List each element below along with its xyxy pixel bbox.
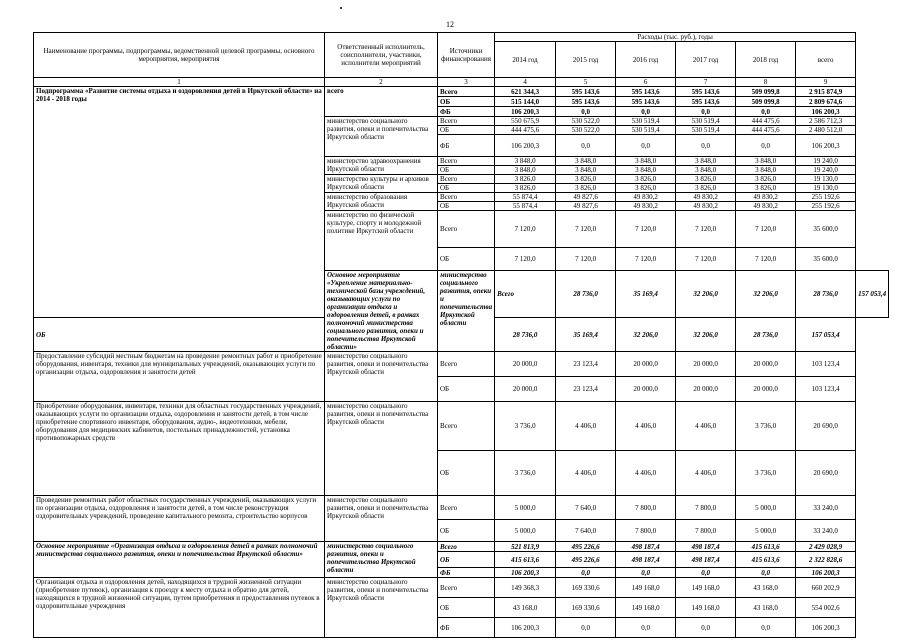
row-responsible: министерство здравоохранения Иркутской области	[325, 157, 438, 175]
row-value: 28 736,0	[736, 318, 796, 352]
row-source: Всего	[438, 117, 495, 126]
row-value: 35 169,4	[616, 271, 676, 318]
row-value: 3 736,0	[736, 451, 796, 496]
row-name: Организация отдыха и оздоровления детей, находящихся в трудной жизненной ситуации (приобретение путевок), организация к проезду к месту отдыха и обратно для детей, находящихся в трудной жизненной ситуации, путем приобретения и предоставления путевок в оздоровительные учреждения	[34, 578, 325, 638]
row-value: 7 640,0	[556, 520, 616, 542]
table-row	[34, 578, 889, 598]
row-value: 5 000,0	[736, 496, 796, 520]
row-value: 49 830,2	[616, 193, 676, 202]
row-value: 157 053,4	[796, 318, 856, 352]
row-source: Всего	[438, 211, 495, 248]
row-value: 35 600,0	[796, 211, 856, 248]
row-responsible: министерство социального развития, опеки и попечительства Иркутской области	[325, 117, 438, 157]
row-value: 7 120,0	[616, 211, 676, 248]
row-value: 49 830,2	[736, 193, 796, 202]
header-responsible: Ответственный исполнитель, соисполнители, участники, исполнители мероприятий	[325, 33, 438, 78]
row-value: 3 848,0	[556, 157, 616, 166]
row-value: 530 522,0	[556, 117, 616, 126]
row-name: Основное мероприятие «Укрепление материально-технической базы учреждений, оказывающих услуги по организации отдыха и оздоровления детей, в рамках полномочий министерства социального развития, опеки и попечительства Иркутской области»	[325, 271, 438, 352]
row-value: 595 143,6	[616, 97, 676, 107]
row-value: 660 202,9	[796, 578, 856, 598]
row-value: 28 736,0	[495, 318, 556, 352]
row-value: 3 736,0	[495, 451, 556, 496]
row-value: 509 099,8	[736, 97, 796, 107]
row-source: Всего	[438, 352, 495, 377]
column-number: 3	[438, 78, 495, 87]
row-value: 3 848,0	[556, 166, 616, 175]
row-value: 3 736,0	[736, 402, 796, 451]
budget-table	[33, 32, 889, 638]
row-value: 20 000,0	[676, 377, 736, 402]
row-value: 4 406,0	[616, 451, 676, 496]
row-value: 7 120,0	[556, 248, 616, 271]
row-value: 2 809 674,6	[796, 97, 856, 107]
table-row	[34, 352, 889, 377]
row-value: 444 475,6	[495, 126, 556, 135]
header-year: 2015 год	[556, 42, 616, 78]
row-source: ФБ	[438, 618, 495, 638]
row-source: Всего	[438, 87, 495, 97]
row-source: Всего	[438, 402, 495, 451]
row-value: 103 123,4	[796, 377, 856, 402]
row-value: 49 830,2	[676, 202, 736, 211]
row-responsible: министерство культуры и архивов Иркутской области	[325, 175, 438, 193]
row-value: 20 690,0	[796, 402, 856, 451]
row-value: 5 000,0	[495, 520, 556, 542]
row-value: 28 736,0	[556, 271, 616, 318]
row-value: 20 000,0	[495, 377, 556, 402]
row-value: 55 874,4	[495, 202, 556, 211]
row-value: 7 120,0	[736, 248, 796, 271]
row-value: 20 000,0	[736, 352, 796, 377]
table-row	[34, 496, 889, 520]
row-value: 521 813,9	[495, 542, 556, 552]
row-value: 595 143,6	[616, 87, 676, 97]
row-value: 530 519,4	[676, 117, 736, 126]
column-number: 9	[796, 78, 856, 87]
row-value: 169 330,6	[556, 598, 616, 618]
row-value: 498 187,4	[676, 552, 736, 568]
row-value: 55 874,4	[495, 193, 556, 202]
row-source: ОБ	[438, 552, 495, 568]
row-value: 495 226,6	[556, 542, 616, 552]
row-value: 20 000,0	[736, 377, 796, 402]
row-source: ОБ	[438, 598, 495, 618]
row-value: 0,0	[616, 568, 676, 578]
row-value: 5 000,0	[495, 496, 556, 520]
row-value: 35 169,4	[556, 318, 616, 352]
row-value: 19 130,0	[796, 184, 856, 193]
row-value: 33 240,0	[796, 496, 856, 520]
row-name: Предоставление субсидий местным бюджетам на проведение ремонтных работ и приобретение оборудования, инвентаря, техники для муниципальных учреждений, оказывающих услуги по организации отдыха, оздоровления и занятости детей	[34, 352, 325, 402]
row-value: 149 168,0	[616, 578, 676, 598]
row-value: 157 053,4	[856, 271, 889, 318]
row-source: ОБ	[438, 184, 495, 193]
column-number: 8	[736, 78, 796, 87]
row-value: 595 143,6	[676, 87, 736, 97]
row-value: 3 826,0	[556, 175, 616, 184]
column-number: 6	[616, 78, 676, 87]
row-value: 43 168,0	[495, 598, 556, 618]
row-value: 0,0	[556, 135, 616, 157]
table-row	[34, 87, 889, 97]
row-value: 149 168,0	[616, 598, 676, 618]
row-value: 2 586 712,3	[796, 117, 856, 126]
row-value: 19 240,0	[796, 166, 856, 175]
row-value: 2 480 512,0	[796, 126, 856, 135]
row-source: ФБ	[438, 107, 495, 117]
row-value: 498 187,4	[676, 542, 736, 552]
row-value: 32 206,0	[676, 271, 736, 318]
row-value: 0,0	[676, 568, 736, 578]
row-value: 0,0	[556, 618, 616, 638]
row-value: 3 848,0	[495, 166, 556, 175]
row-value: 7 800,0	[676, 520, 736, 542]
row-value: 0,0	[676, 107, 736, 117]
row-source: Всего	[438, 193, 495, 202]
row-source: ФБ	[438, 135, 495, 157]
row-name: Основное мероприятие «Организация отдыха и оздоровления детей в рамках полномочий министерства социального развития, опеки и попечительства Иркутской области»	[34, 542, 325, 578]
row-value: 2 322 828,6	[796, 552, 856, 568]
row-value: 498 187,4	[616, 542, 676, 552]
row-value: 515 144,0	[495, 97, 556, 107]
row-value: 621 344,3	[495, 87, 556, 97]
row-value: 498 187,4	[616, 552, 676, 568]
row-value: 3 848,0	[736, 166, 796, 175]
row-value: 3 848,0	[616, 157, 676, 166]
row-value: 20 000,0	[616, 352, 676, 377]
row-value: 106 200,3	[796, 107, 856, 117]
row-value: 169 330,6	[556, 578, 616, 598]
row-value: 7 800,0	[676, 496, 736, 520]
header-total: всего	[796, 42, 856, 78]
row-value: 0,0	[736, 618, 796, 638]
row-value: 0,0	[676, 618, 736, 638]
row-value: 415 613,6	[736, 542, 796, 552]
row-value: 32 206,0	[616, 318, 676, 352]
row-value: 106 200,3	[495, 135, 556, 157]
row-value: 3 826,0	[676, 184, 736, 193]
row-source: ФБ	[438, 568, 495, 578]
row-value: 49 830,2	[676, 193, 736, 202]
row-value: 49 830,2	[736, 202, 796, 211]
row-source: Всего	[438, 175, 495, 184]
row-value: 32 206,0	[736, 271, 796, 318]
row-value: 4 406,0	[616, 402, 676, 451]
column-number: 5	[556, 78, 616, 87]
row-value: 7 120,0	[495, 248, 556, 271]
row-value: 3 848,0	[676, 166, 736, 175]
header-year: 2017 год	[676, 42, 736, 78]
row-value: 0,0	[556, 568, 616, 578]
row-value: 106 200,3	[495, 568, 556, 578]
column-number: 2	[325, 78, 438, 87]
row-value: 3 826,0	[736, 175, 796, 184]
header-name: Наименование программы, подпрограммы, ведомственной целевой программы, основного мероприятия, мероприятия	[34, 33, 325, 78]
row-responsible: министерство образования Иркутской области	[325, 193, 438, 211]
column-number: 4	[495, 78, 556, 87]
row-responsible: всего	[325, 87, 438, 117]
row-value: 3 826,0	[556, 184, 616, 193]
row-value: 7 120,0	[556, 211, 616, 248]
row-value: 0,0	[736, 135, 796, 157]
row-source: ОБ	[438, 248, 495, 271]
row-value: 20 000,0	[676, 352, 736, 377]
row-value: 4 406,0	[556, 402, 616, 451]
row-value: 7 120,0	[676, 248, 736, 271]
row-value: 530 519,4	[676, 126, 736, 135]
row-value: 3 848,0	[736, 157, 796, 166]
row-responsible: министерство социального развития, опеки и попечительства Иркутской области	[325, 578, 438, 638]
row-value: 3 826,0	[616, 184, 676, 193]
row-value: 595 143,6	[676, 97, 736, 107]
row-value: 106 200,3	[796, 135, 856, 157]
row-responsible: министерство социального развития, опеки и попечительства Иркутской области	[438, 271, 495, 352]
row-value: 0,0	[736, 107, 796, 117]
row-value: 495 226,6	[556, 552, 616, 568]
row-value: 3 848,0	[616, 166, 676, 175]
row-value: 49 830,2	[616, 202, 676, 211]
row-value: 5 000,0	[736, 520, 796, 542]
row-value: 7 120,0	[736, 211, 796, 248]
row-value: 444 475,6	[736, 126, 796, 135]
row-value: 3 826,0	[495, 175, 556, 184]
row-value: 3 736,0	[495, 402, 556, 451]
row-name: Подпрограмма «Развитие системы отдыха и оздоровления детей в Иркутской области» на 2014 - 2018 годы	[34, 87, 325, 318]
row-value: 43 168,0	[736, 578, 796, 598]
row-source: ОБ	[34, 318, 325, 352]
row-value: 415 613,6	[736, 552, 796, 568]
row-source: Всего	[438, 578, 495, 598]
row-source: Всего	[438, 542, 495, 552]
row-value: 106 200,3	[495, 618, 556, 638]
row-value: 4 406,0	[676, 451, 736, 496]
table-row	[34, 402, 889, 451]
row-value: 530 519,4	[616, 117, 676, 126]
row-value: 3 826,0	[495, 184, 556, 193]
row-name: Приобретение оборудования, инвентаря, техники для областных государственных учреждений, оказывающих услуги по организации отдыха, оздоровления и занятости детей, в том числе приобретение спортивного инвентаря, оборудования, аудио-, видеотехники, мебели, оборудования для медицинских кабинетов, постельных принадлежностей, установка противопожарных средств	[34, 402, 325, 496]
row-value: 19 130,0	[796, 175, 856, 184]
row-value: 33 240,0	[796, 520, 856, 542]
row-value: 3 826,0	[736, 184, 796, 193]
row-value: 7 640,0	[556, 496, 616, 520]
row-source: Всего	[438, 496, 495, 520]
row-value: 3 826,0	[676, 175, 736, 184]
row-value: 20 000,0	[495, 352, 556, 377]
row-value: 530 522,0	[556, 126, 616, 135]
row-value: 4 406,0	[676, 402, 736, 451]
row-value: 0,0	[736, 568, 796, 578]
row-source: Всего	[438, 157, 495, 166]
row-value: 0,0	[616, 618, 676, 638]
row-source: ОБ	[438, 451, 495, 496]
row-value: 595 143,6	[556, 87, 616, 97]
header-expenses: Расходы (тыс. руб.), годы	[495, 33, 856, 42]
row-value: 444 475,6	[736, 117, 796, 126]
row-responsible: министерство социального развития, опеки и попечительства Иркутской области	[325, 352, 438, 402]
row-value: 0,0	[676, 135, 736, 157]
row-value: 149 168,0	[676, 578, 736, 598]
header-year: 2018 год	[736, 42, 796, 78]
column-number: 7	[676, 78, 736, 87]
row-source: ОБ	[438, 166, 495, 175]
header-year: 2014 год	[495, 42, 556, 78]
row-source: ОБ	[438, 202, 495, 211]
row-value: 19 240,0	[796, 157, 856, 166]
row-value: 35 600,0	[796, 248, 856, 271]
row-value: 7 120,0	[495, 211, 556, 248]
row-value: 530 519,4	[616, 126, 676, 135]
page-number: 12	[446, 20, 454, 29]
header-source: Источники финансирования	[438, 33, 495, 78]
row-value: 255 192,6	[796, 193, 856, 202]
row-value: 23 123,4	[556, 377, 616, 402]
row-value: 20 690,0	[796, 451, 856, 496]
table-row	[34, 542, 889, 552]
row-value: 20 000,0	[616, 377, 676, 402]
row-value: 49 827,6	[556, 193, 616, 202]
row-responsible: министерство по физической культуре, спорту и молодежной политике Иркутской области	[325, 211, 438, 271]
row-value: 3 848,0	[495, 157, 556, 166]
row-source: ОБ	[438, 520, 495, 542]
row-value: 0,0	[616, 107, 676, 117]
row-value: 23 123,4	[556, 352, 616, 377]
row-value: 2 915 874,9	[796, 87, 856, 97]
row-responsible: министерство социального развития, опеки и попечительства Иркутской области	[325, 402, 438, 496]
row-value: 509 099,8	[736, 87, 796, 97]
row-value: 0,0	[616, 135, 676, 157]
row-source: Всего	[495, 271, 556, 318]
row-value: 7 800,0	[616, 496, 676, 520]
row-value: 255 192,6	[796, 202, 856, 211]
row-source: ОБ	[438, 126, 495, 135]
row-value: 3 826,0	[616, 175, 676, 184]
row-value: 106 200,3	[495, 107, 556, 117]
row-value: 550 675,9	[495, 117, 556, 126]
row-value: 3 848,0	[676, 157, 736, 166]
row-value: 103 123,4	[796, 352, 856, 377]
row-responsible: министерство социального развития, опеки и попечительства Иркутской области	[325, 496, 438, 542]
row-value: 7 800,0	[616, 520, 676, 542]
row-value: 49 827,6	[556, 202, 616, 211]
row-value: 149 368,3	[495, 578, 556, 598]
row-value: 7 120,0	[676, 211, 736, 248]
row-value: 106 200,3	[796, 618, 856, 638]
row-source: ОБ	[438, 377, 495, 402]
row-value: 106 200,3	[796, 568, 856, 578]
row-responsible: министерство социального развития, опеки и попечительства Иркутской области	[325, 542, 438, 578]
column-number: 1	[34, 78, 325, 87]
row-source: ОБ	[438, 97, 495, 107]
row-value: 43 168,0	[736, 598, 796, 618]
row-value: 28 736,0	[796, 271, 856, 318]
row-value: 4 406,0	[556, 451, 616, 496]
row-value: 32 206,0	[676, 318, 736, 352]
row-value: 149 168,0	[676, 598, 736, 618]
row-value: 0,0	[556, 107, 616, 117]
row-value: 7 120,0	[616, 248, 676, 271]
row-value: 595 143,6	[556, 97, 616, 107]
scan-speck	[340, 7, 342, 9]
row-value: 2 429 028,9	[796, 542, 856, 552]
row-name: Проведение ремонтных работ областных государственных учреждений, оказывающих услуги по организации отдыха, оздоровления и занятости детей, в том числе реконструкция оздоровительных учреждений, проведение капитального ремонта, строительство корпусов	[34, 496, 325, 542]
header-year: 2016 год	[616, 42, 676, 78]
row-value: 554 002,6	[796, 598, 856, 618]
row-value: 415 613,6	[495, 552, 556, 568]
